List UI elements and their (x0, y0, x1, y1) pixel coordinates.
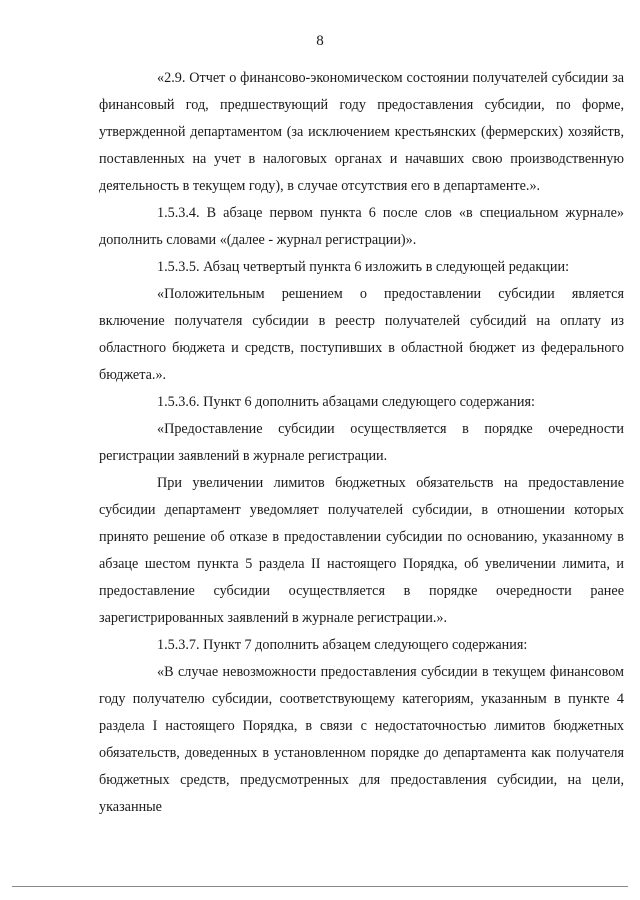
paragraph-1-5-3-7: 1.5.3.7. Пункт 7 дополнить абзацем следующего содержания: (157, 637, 528, 653)
paragraph-1-5-3-5: 1.5.3.5. Абзац четвертый пункта 6 изложить в следующей редакции: (157, 259, 570, 275)
bottom-divider (12, 886, 628, 887)
paragraph-1-5-3-6: 1.5.3.6. Пункт 6 дополнить абзацами следующего содержания: (157, 394, 535, 410)
paragraph-2-9-report: «2.9. Отчет о финансово-экономическом состоянии получателей субсидии за финансовый год, предшествующий году предоставления субсидии, по форме, утвержденной департаментом (за исключением крестьянских (фермерских) хозяйств, поставленных на учет в налоговых органах и начавших свою производственную деятельность в текущем году), в случае отсутствия его в департаменте.». (99, 70, 624, 194)
paragraph-limit-increase: При увеличении лимитов бюджетных обязательств на предоставление субсидии департамент уведомляет получателей субсидии, в отношении которых принято решение об отказе в предоставлении субсидии по основанию, указанному в абзаце шестом пункта 5 раздела II настоящего Порядка, об увеличении лимита, и предоставление субсидии осуществляется в порядке очередности ранее зарегистрированных заявлений в журнале регистрации.». (99, 475, 624, 626)
page-number: 8 (316, 33, 324, 49)
paragraph-positive-decision: «Положительным решением о предоставлении субсидии является включение получателя субсидии в реестр получателей субсидий на оплату из областного бюджета и средств, поступивших в областной бюджет из федерального бюджета.». (99, 286, 624, 383)
paragraph-subsidy-order: «Предоставление субсидии осуществляется в порядке очередности регистрации заявлений в журнале регистрации. (99, 421, 624, 464)
paragraph-impossibility: «В случае невозможности предоставления субсидии в текущем финансовом году получателю субсидии, соответствующему категориям, указанным в пункте 4 раздела I настоящего Порядка, в связи с недостаточностью лимитов бюджетных обязательств, доведенных в установленном порядке до департамента как получателя бюджетных средств, предусмотренных для предоставления субсидии, на цели, указанные (99, 664, 624, 815)
document-body (99, 65, 624, 821)
paragraph-1-5-3-4: 1.5.3.4. В абзаце первом пункта 6 после слов «в специальном журнале» дополнить словами «(далее - журнал регистрации)». (99, 205, 624, 248)
